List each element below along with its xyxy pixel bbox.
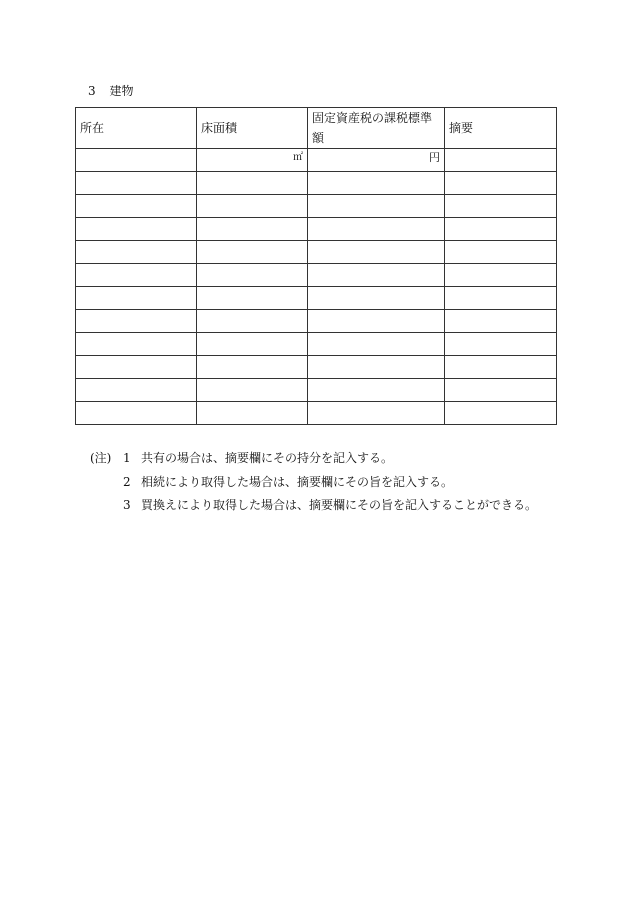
table-row [76, 218, 557, 241]
table-row [76, 333, 557, 356]
note-number: 3 [123, 498, 131, 512]
section-number: 3 [88, 84, 96, 98]
cell-location[interactable] [76, 402, 197, 425]
cell-floor-area[interactable] [197, 310, 308, 333]
note-text: 共有の場合は、摘要欄にその持分を記入する。 [141, 451, 394, 465]
table-row [76, 172, 557, 195]
cell-tax-base[interactable] [308, 264, 445, 287]
cell-tax-base[interactable] [308, 310, 445, 333]
header-floor-area: 床面積 [197, 108, 308, 149]
table-row [76, 356, 557, 379]
note-text: 相続により取得した場合は、摘要欄にその旨を記入する。 [141, 474, 454, 489]
cell-remarks[interactable] [445, 218, 557, 241]
table-row [76, 149, 557, 172]
note-text: 買換えにより取得した場合は、摘要欄にその旨を記入することができる。 [141, 498, 538, 512]
cell-floor-area[interactable] [197, 218, 308, 241]
cell-tax-base[interactable] [308, 172, 445, 195]
cell-floor-area[interactable] [197, 195, 308, 218]
note-number: 1 [123, 451, 131, 465]
section-title: 建物 [109, 84, 134, 98]
area-unit: ㎡ [293, 152, 303, 163]
building-table [75, 107, 557, 425]
cell-location[interactable] [76, 172, 197, 195]
table-row [76, 287, 557, 310]
cell-tax-base[interactable] [308, 379, 445, 402]
header-remarks: 摘要 [445, 108, 557, 149]
cell-tax-base[interactable] [308, 402, 445, 425]
cell-remarks[interactable] [445, 310, 557, 333]
cell-remarks[interactable] [445, 356, 557, 379]
cell-location[interactable] [76, 310, 197, 333]
cell-location[interactable] [76, 356, 197, 379]
cell-remarks[interactable] [445, 287, 557, 310]
cell-tax-base[interactable] [308, 241, 445, 264]
table-row [76, 241, 557, 264]
cell-floor-area[interactable] [197, 264, 308, 287]
section-heading [88, 83, 133, 99]
note-number: 2 [123, 474, 131, 489]
table-row [76, 310, 557, 333]
cell-location[interactable] [76, 287, 197, 310]
cell-location[interactable] [76, 149, 197, 172]
cell-remarks[interactable] [445, 241, 557, 264]
cell-remarks[interactable] [445, 264, 557, 287]
header-location: 所在 [76, 108, 197, 149]
cell-location[interactable] [76, 379, 197, 402]
table-row [76, 264, 557, 287]
cell-tax-base[interactable] [308, 356, 445, 379]
cell-remarks[interactable] [445, 172, 557, 195]
cell-location[interactable] [76, 264, 197, 287]
cell-floor-area[interactable] [197, 402, 308, 425]
cell-location[interactable] [76, 241, 197, 264]
cell-floor-area[interactable] [197, 241, 308, 264]
cell-remarks[interactable] [445, 195, 557, 218]
note-item [90, 447, 537, 471]
notes-lead: (注) [90, 451, 112, 465]
cell-tax-base[interactable] [308, 218, 445, 241]
header-tax-base: 固定資産税の課税標準額 [308, 108, 445, 149]
cell-tax-base[interactable] [308, 195, 445, 218]
cell-tax-base[interactable] [308, 149, 445, 172]
table-row [76, 195, 557, 218]
cell-remarks[interactable] [445, 149, 557, 172]
cell-tax-base[interactable] [308, 333, 445, 356]
cell-floor-area[interactable] [197, 149, 308, 172]
cell-floor-area[interactable] [197, 356, 308, 379]
table-header-row [76, 108, 557, 149]
note-item [90, 494, 537, 518]
cell-floor-area[interactable] [197, 287, 308, 310]
cell-tax-base[interactable] [308, 287, 445, 310]
cell-floor-area[interactable] [197, 172, 308, 195]
cell-remarks[interactable] [445, 379, 557, 402]
yen-unit: 円 [429, 151, 440, 164]
cell-floor-area[interactable] [197, 333, 308, 356]
cell-remarks[interactable] [445, 402, 557, 425]
cell-location[interactable] [76, 218, 197, 241]
notes-section [90, 447, 537, 518]
note-item [90, 471, 537, 495]
cell-remarks[interactable] [445, 333, 557, 356]
table-row [76, 379, 557, 402]
cell-location[interactable] [76, 333, 197, 356]
cell-floor-area[interactable] [197, 379, 308, 402]
table-row [76, 402, 557, 425]
cell-location[interactable] [76, 195, 197, 218]
